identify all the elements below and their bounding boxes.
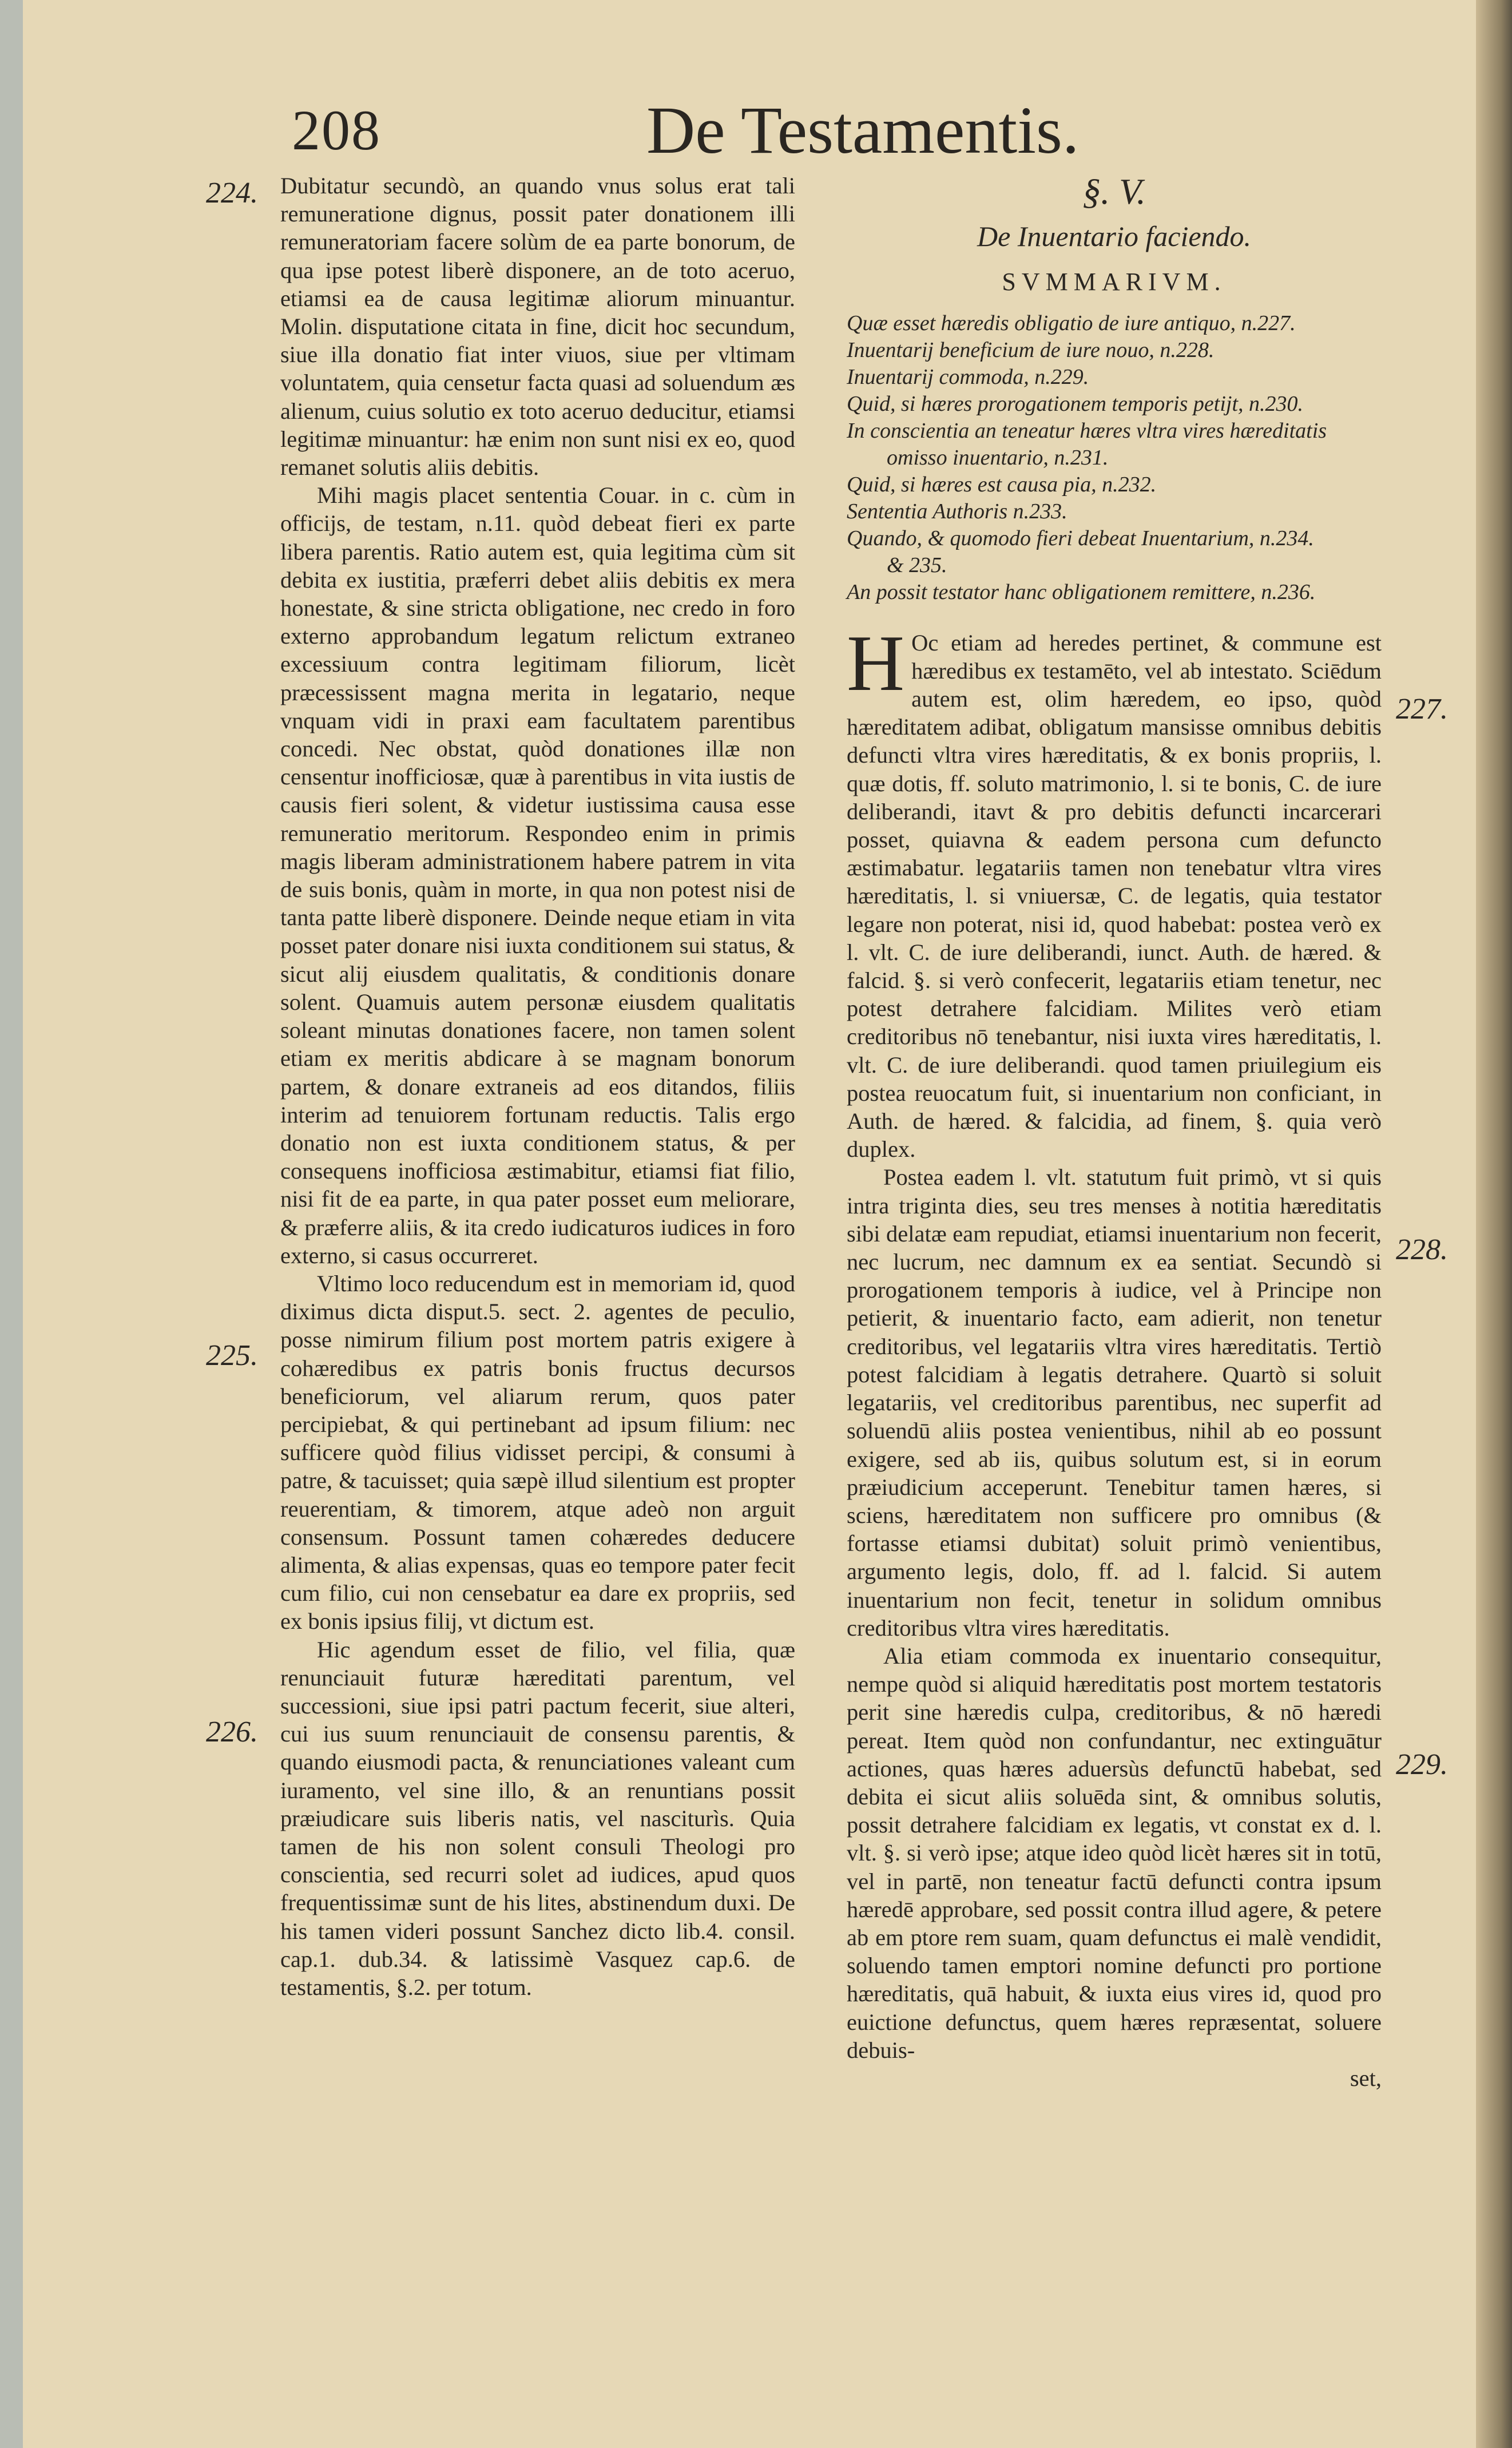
paragraph [847, 618, 1382, 1164]
margin-number-226: 226. [206, 1716, 258, 1748]
page-header [292, 86, 1321, 172]
margin-number-229: 229. [1396, 1748, 1448, 1781]
summary-item: & 235. [887, 553, 947, 577]
paragraph-text: Oc etiam ad heredes pertinet, & commune est hæredibus ex testamēto, vel ab intestato. Sciēdum autem est, olim hæredem, eo ipso, quòd hæreditatem adibat, obligatum mansisse omnibus debitis defuncti vltra vires hæreditatis, & ex bonis propriis, l. quæ dotis, ff. soluto matrimonio, l. si te bonis, C. de iure deliberandi, itavt & pro debitis defuncti incarcerari posset, quiavna & eadem persona cum defuncto æstimabatur. legatariis tamen non tenebatur vltra vires hæreditatis, l. si vniuersæ, C. de legatis, quia testator legare non poterat, nisi id, quod habebat: postea verò ex l. vlt. C. de iure deliberandi, iunct. Auth. de hæred. & falcid. §. si verò confecerit, legatariis etiam tenetur, nec potest detrahere falcidiam. Milites verò etiam creditoribus nō tenebantur, nisi iuxta vires hæreditatis, l. vlt. C. de iure deliberandi. quod tamen priuilegium eis postea reuocatum fuit, si inuentarium non conficiant, in Auth. de hæred. & falcidia, ad finem, §. quia verò duplex. [847, 629, 1382, 1162]
summary-item: Quid, si hæres est causa pia, n.232. [847, 472, 1157, 497]
page-number: 208 [292, 98, 381, 162]
margin-number-224: 224. [206, 177, 258, 209]
summary-item: Sententia Authoris n.233. [847, 499, 1067, 523]
running-title: De Testamentis. [646, 93, 1080, 168]
summary-item: omisso inuentario, n.231. [887, 445, 1109, 470]
summary-heading: SVMMARIVM. [1002, 268, 1227, 296]
book-page [23, 0, 1510, 2448]
summary-item: Quæ esset hæredis obligatio de iure antiquo, n.227. [847, 311, 1296, 335]
margin-number-228: 228. [1396, 1233, 1448, 1266]
left-column [280, 172, 795, 2001]
paragraph: Postea eadem l. vlt. statutum fuit primò, vt si quis intra triginta dies, seu tres menses à notitia hæreditatis sibi delatæ eam repudiat, etiamsi inuentarium non fecerit, nec lucrum, nec damnum ex ea sentiat. Secundò si prorogationem temporis à iudice, vel à Principe non petierit, & inuentario facto, eam adierit, non tenetur creditoribus, vel legatariis vltra vires hæreditatis. Tertiò potest falcidiam à legatis detrahere. Quartò si soluit legatariis, vel creditoribus parentibus, nec superfit ad soluendū aliis postea venientibus, nihil ab eo possunt exigere, sed ab iis, quibus solutum est, si in eorum præiudicium acceperunt. Tenebitur tamen hæres, si sciens, hæreditatem non sufficere pro omnibus (& fortasse etiamsi dubitat) soluit primò venientibus, argumento legis, dolo, ff. ad l. falcid. Si autem inuentarium non fecit, tenetur in solidum omnibus creditoribus vltra vires hæreditatis. [847, 1164, 1382, 1641]
summary-item: In conscientia an teneatur hæres vltra vires hæreditatis [847, 418, 1327, 443]
summary-item: Quid, si hæres prorogationem temporis petijt, n.230. [847, 391, 1303, 416]
catchword: set, [1350, 2065, 1382, 2091]
paragraph: Vltimo loco reducendum est in memoriam id, quod diximus dicta disput.5. sect. 2. agentes de peculio, posse nimirum filium post mortem patris exigere à cohæredibus ex patris bonis fructus decursos beneficiorum, vel aliarum rerum, quos pater percipiebat, & qui pertinebant ad ipsum filium: nec sufficere quòd filius vidisset percipi, & consumi à patre, & tacuisset; quia sæpè illud silentium est propter reuerentiam, & timorem, atque adeò non arguit consensum. Possunt tamen cohæredes deducere alimenta, & alias expensas, quas eo tempore pater fecit cum filio, cui non censebatur ea dare ex propriis, sed ex bonis ipsius filij, vt dictum est. [280, 1270, 795, 1634]
margin-number-227: 227. [1396, 693, 1448, 725]
summary-item: Inuentarij commoda, n.229. [847, 364, 1089, 389]
drop-cap: H [847, 618, 905, 708]
section-title: De Inuentario faciendo. [977, 220, 1252, 253]
paragraph: Mihi magis placet sententia Couar. in c. cùm in officijs, de testam, n.11. quòd debeat fieri ex parte libera parentis. Ratio autem est, quia legitima cùm sit debita ex iustitia, præferri debet aliis debitis ex mera honestate, & sine stricta obligatione, nec credo in foro externo approbandum legatum relictum extraneo excessiuum contra legitimam filiorum, licèt præcessissent magna merita in legatario, neque vnquam vidi in praxi eam facultatem parentibus concedi. Nec obstat, quòd donationes illæ non censentur inofficiosæ, quæ à parentibus in vita iustis de causis fieri solent, & videtur iustissima causa esse remuneratio meritorum. Respondeo enim in primis magis liberam administrationem habere patrem in vita de suis bonis, quàm in morte, in qua non potest nisi de tanta patte liberè disponere. Deinde neque etiam in vita posset pater donare nisi iuxta conditionem sui status, & sicut alij eiusdem qualitatis, & conditionis donare solent. Quamuis autem personæ eiusdem qualitatis soleant minutas donationes facere, non tamen solent etiam ex meritis abdicare à se magnam bonorum partem, & donare extraneis ad eos ditandos, filiis interim ad tenuiorem fortunam reductis. Talis ergo donatio non est iuxta conditionem status, & per consequens inofficiosa æstimabitur, etiamsi fiat filio, nisi fit de ea parte, in qua pater posset eum meliorare, & præferre aliis, & ita credo iudicaturos iudices in foro externo, si casus occurreret. [280, 482, 795, 1268]
paragraph: Alia etiam commoda ex inuentario consequitur, nempe quòd si aliquid hæreditatis post mortem testatoris perit sine hæredis culpa, creditoribus, & nō hæredi pereat. Item quòd non confundantur, nec extinguātur actiones, quas hæres aduersùs defunctū habebat, sed debita ei sicut aliis soluēda sint, & omnibus solutis, possit detrahere falcidiam ex legatis, vt constat ex d. l. vlt. §. si verò ipse; atque ideo quòd licèt hæres sit in totū, vel in partē, non teneatur factū defuncti contra ipsum hæredē approbare, sed possit contra illud agere, & petere ab em ptore rem suam, quam defunctus ei malè vendidit, soluendo tamen emptori nomine defuncti pro portione hæreditatis, quā habuit, & iuxta eius vires id, quod pro euictione defunctus, quem hæres repræsentat, soluere debuis- [847, 1642, 1382, 2063]
summary-list [847, 310, 1382, 606]
paragraph: Hic agendum esset de filio, vel filia, quæ renunciauit futuræ hæreditati parentum, vel successioni, siue ipsi patri pactum fecerit, siue alteri, cui ius suum renunciauit de consensu parentis, & quando eiusmodi pacta, & renunciationes valeant cum iuramento, vel sine illo, & an renuntians possit præiudicare suis liberis natis, vel nasciturìs. Quia tamen de his non solent consuli Theologi pro conscientia, sed recurri solet ad iudices, apud quos frequentissimæ sunt de his lites, abstinendum duxi. De his tamen videri possunt Sanchez dicto lib.4. consil. cap.1. dub.34. & latissimè Vasquez cap.6. de testamentis, §.2. per totum. [280, 1636, 795, 2000]
summary-item: An possit testator hanc obligationem remittere, n.236. [847, 580, 1316, 604]
section-mark: §. V. [1082, 171, 1146, 212]
summary-item: Quando, & quomodo fieri debeat Inuentarium, n.234. [847, 526, 1314, 550]
summary-item: Inuentarij beneficium de iure nouo, n.228. [847, 338, 1215, 362]
book-spine-shadow [1476, 0, 1512, 2448]
margin-number-225: 225. [206, 1339, 258, 1372]
paragraph: Dubitatur secundò, an quando vnus solus erat tali remuneratione dignus, possit pater donationem illi remuneratoriam facere solùm de ea parte bonorum, de qua ipse potest liberè disponere, an de toto aceruo, etiamsi ea de causa legitimæ aliorum minuantur. Molin. disputatione citata in fine, dicit hoc secundum, siue illa donatio fiat inter viuos, siue per vltimam voluntatem, quia censetur facta quasi ad soluendum æs alienum, cuius solutio ex toto aceruo deducitur, etiamsi legitimæ minuantur: hæ enim non sunt nisi ex eo, quod remanet solutis aliis debitis. [280, 173, 795, 481]
right-column [847, 172, 1382, 2092]
